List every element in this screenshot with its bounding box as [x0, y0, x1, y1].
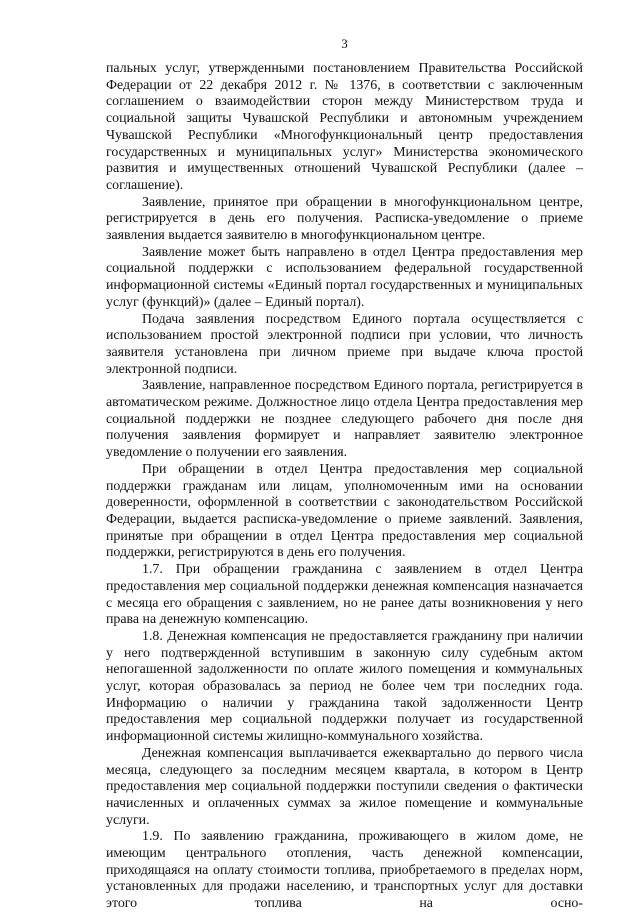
paragraph-department-receipt: При обращении в отдел Центра предоставления мер социальной поддержки гражданам или лицам, уполномоченным ими на основании доверенности, оформленной в соответствии с законодательством Российской Федерации, выдается расписка-уведомление о приеме заявлений. Заявления, принятые при обращении в отдел Центра предоставления мер социальной поддержки, регистрируются в день его получения.	[106, 461, 583, 561]
paragraph-clause-1-7: 1.7. При обращении гражданина с заявлением в отдел Центра предоставления мер социальной поддержки денежная компенсация назначается с месяца его обращения с заявлением, но не ранее даты возникновения у него права на денежную компенсацию.	[106, 562, 583, 628]
page-number: 3	[341, 36, 348, 51]
paragraph-quarterly-payment: Денежная компенсация выплачивается ежеквартально до первого числа месяца, следующего за последним месяцем квартала, в котором в Центр предоставления мер социальной поддержки поступили сведения о фактически начисленных и оплаченных суммах за жилое помещение и коммунальные услуги.	[106, 745, 583, 828]
paragraph-mfc-registration: Заявление, принятое при обращении в многофункциональном центре, регистрируется в день его получения. Расписка-уведомление о приеме заявления выдается заявителю в многофункциональном центре.	[106, 194, 583, 244]
paragraph-clause-1-9: 1.9. По заявлению гражданина, проживающего в жилом доме, не имеющим центрального отопления, часть денежной компенсации, приходящаяся на оплату стоимости топлива, приобретаемого в пределах норм, установленных для продажи населению, и транспортных услуг для доставки этого топлива на осно-	[106, 829, 583, 912]
paragraph-intro-continuation: пальных услуг, утвержденными постановлением Правительства Российской Федерации от 22 декабря 2012 г. № 1376, в соответствии с заключенным соглашением о взаимодействии сторон между Министерством труда и социальной защиты Чувашской Республики и автономным учреждением Чувашской Республики «Многофункциональный центр предоставления государственных и муниципальных услуг» Министерства экономического развития и имущественных отношений Чувашской Республики (далее – соглашение).	[106, 61, 583, 193]
paragraph-portal-registration: Заявление, направленное посредством Единого портала, регистрируется в автоматическом режиме. Должностное лицо отдела Центра предоставления мер социальной поддержки не позднее следующего рабочего дня после дня получения заявления формирует и направляет заявителю электронное уведомление о получении его заявления.	[106, 378, 583, 461]
paragraph-unified-portal: Заявление может быть направлено в отдел Центра предоставления мер социальной поддержки с использованием федеральной государственной информационной системы «Единый портал государственных и муниципальных услуг (функций)» (далее – Единый портал).	[106, 244, 583, 310]
paragraph-clause-1-8: 1.8. Денежная компенсация не предоставляется гражданину при наличии у него подтвержденной вступившим в законную силу судебным актом непогашенной задолженности по оплате жилого помещения и коммунальных услуг, которая образовалась за период не более чем три последних года. Информацию о наличии у гражданина такой задолженности Центр предоставления мер социальной поддержки получает из государственной информационной системы жилищно-коммунального хозяйства.	[106, 628, 583, 745]
paragraph-electronic-signature: Подача заявления посредством Единого портала осуществляется с использованием простой электронной подписи при условии, что личность заявителя установлена при личном приеме при выдаче ключа простой электронной подписи.	[106, 311, 583, 377]
